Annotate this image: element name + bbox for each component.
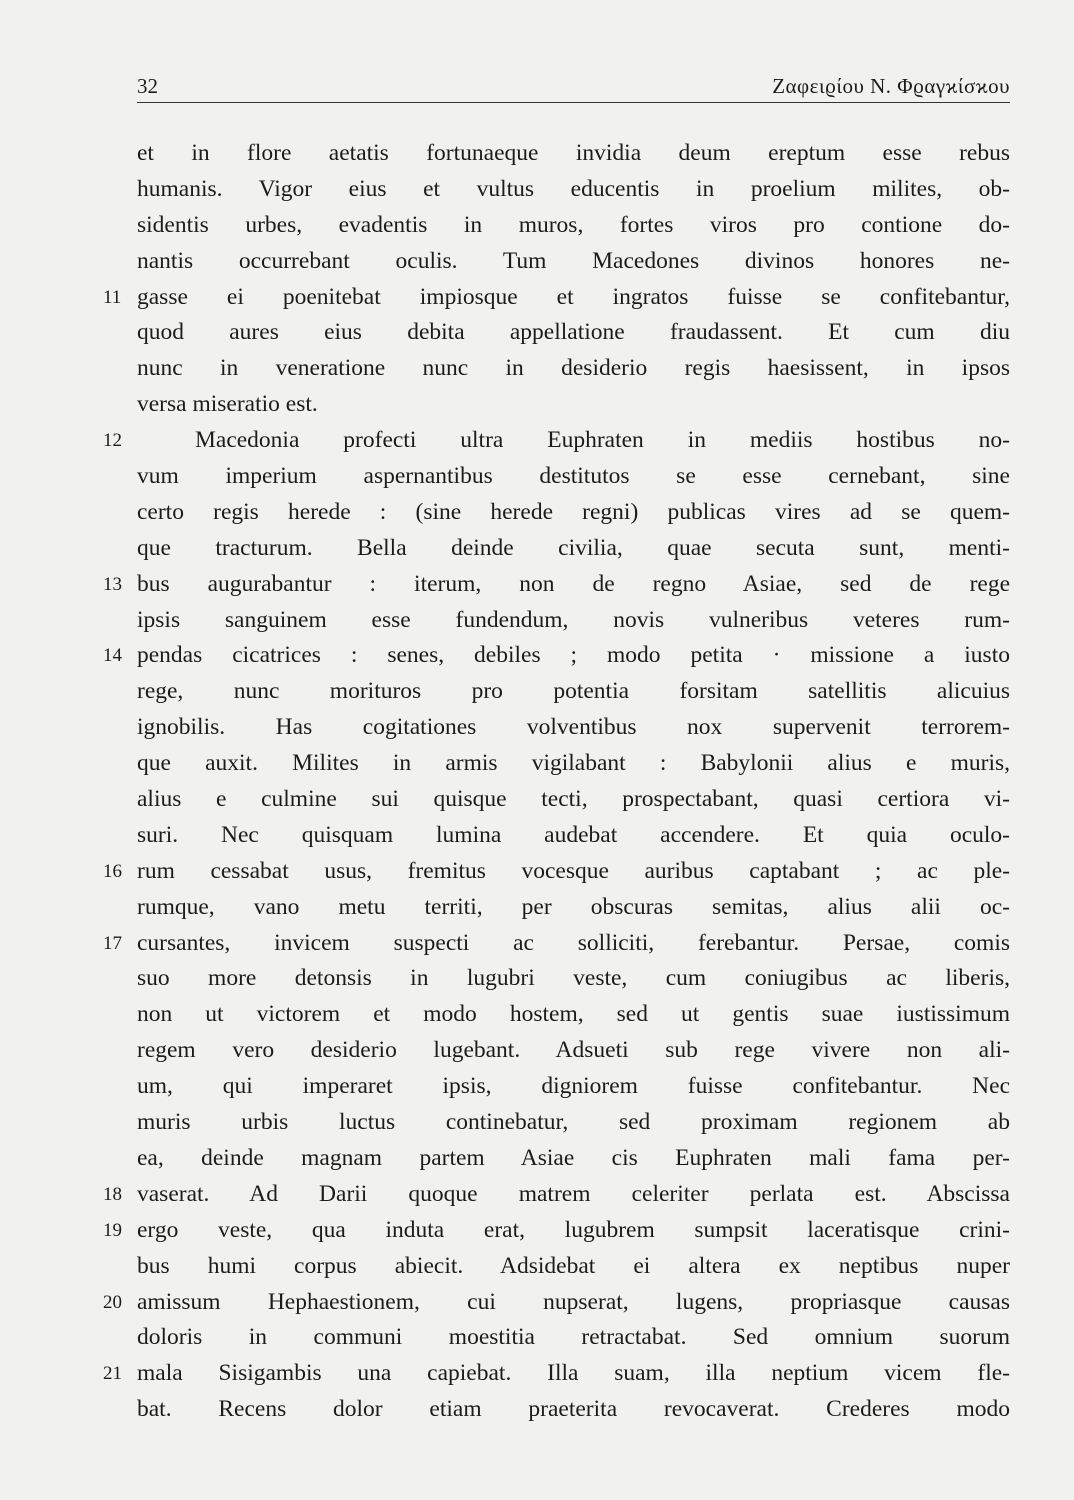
line-text: bus augurabantur : iterum, non de regno Asiae, sed de rege <box>137 570 1010 597</box>
margin-section-number: 20 <box>103 1291 122 1313</box>
line-text: alius e culmine sui quisque tecti, prospectabant, quasi certiora vi- <box>137 786 1010 813</box>
text-line <box>103 638 1010 674</box>
text-line <box>137 244 1010 280</box>
text-line <box>137 1392 1010 1428</box>
line-text: muris urbis luctus continebatur, sed proximam regionem ab <box>137 1109 1010 1136</box>
text-line <box>103 280 1010 316</box>
line-text: que tracturum. Bella deinde civilia, quae secuta sunt, menti- <box>137 534 1010 561</box>
text-line <box>137 387 1010 423</box>
margin-section-number: 11 <box>103 286 122 308</box>
text-line <box>103 423 1010 459</box>
line-text: bat. Recens dolor etiam praeterita revocaverat. Crederes modo <box>137 1396 1010 1423</box>
line-text: bus humi corpus abiecit. Adsidebat ei altera ex neptibus nuper <box>137 1252 1010 1279</box>
text-line <box>137 603 1010 639</box>
line-text: nantis occurrebant oculis. Tum Macedones divinos honores ne- <box>137 247 1010 274</box>
text-line <box>137 1069 1010 1105</box>
line-text: ea, deinde magnam partem Asiae cis Euphraten mali fama per- <box>137 1144 1010 1171</box>
text-line <box>137 351 1010 387</box>
text-line <box>137 315 1010 351</box>
text-line <box>137 818 1010 854</box>
line-text: versa miseratio est. <box>137 391 318 418</box>
line-text: regem vero desiderio lugebant. Adsueti sub rege vivere non ali- <box>137 1037 1010 1064</box>
text-line <box>137 1033 1010 1069</box>
line-text: que auxit. Milites in armis vigilabant : Babylonii alius e muris, <box>137 750 1010 777</box>
text-line <box>103 1285 1010 1321</box>
line-text: vaserat. Ad Darii quoque matrem celeriter perlata est. Abscissa <box>137 1180 1010 1207</box>
text-line <box>103 1356 1010 1392</box>
line-text: suo more detonsis in lugubri veste, cum coniugibus ac liberis, <box>137 965 1010 992</box>
margin-section-number: 19 <box>103 1219 122 1241</box>
text-line <box>103 926 1010 962</box>
margin-section-number: 17 <box>103 932 122 954</box>
text-line <box>137 674 1010 710</box>
page-header <box>137 72 1010 103</box>
margin-section-number: 13 <box>103 573 122 595</box>
line-text: um, qui imperaret ipsis, digniorem fuisse confitebantur. Nec <box>137 1073 1010 1100</box>
line-text: humanis. Vigor eius et vultus educentis in proelium milites, ob- <box>137 175 1010 202</box>
line-text: certo regis herede : (sine herede regni) publicas vires ad se quem- <box>137 498 1010 525</box>
text-line <box>137 208 1010 244</box>
line-text: suri. Nec quisquam lumina audebat accendere. Et quia oculo- <box>137 821 1010 848</box>
text-line <box>137 459 1010 495</box>
text-line <box>103 1213 1010 1249</box>
line-text: Macedonia profecti ultra Euphraten in mediis hostibus no- <box>195 427 1010 454</box>
line-text: quod aures eius debita appellatione fraudassent. Et cum diu <box>137 319 1010 346</box>
text-line <box>137 710 1010 746</box>
line-text: mala Sisigambis una capiebat. Illa suam, illa neptium vicem fle- <box>137 1360 1010 1387</box>
text-line <box>103 854 1010 890</box>
margin-section-number: 21 <box>103 1363 122 1385</box>
text-line <box>137 531 1010 567</box>
text-line <box>103 567 1010 603</box>
line-text: rumque, vano metu territi, per obscuras semitas, alius alii oc- <box>137 893 1010 920</box>
line-text: amissum Hephaestionem, cui nupserat, lugens, propriasque causas <box>137 1288 1010 1315</box>
line-text: ignobilis. Has cogitationes volventibus nox supervenit terrorem- <box>137 714 1010 741</box>
margin-section-number: 14 <box>103 645 122 667</box>
text-line <box>137 1105 1010 1141</box>
line-text: gasse ei poenitebat impiosque et ingratos fuisse se confitebantur, <box>137 283 1010 310</box>
margin-section-number: 18 <box>103 1183 122 1205</box>
page-body <box>103 136 1010 1428</box>
text-line <box>137 961 1010 997</box>
line-text: ergo veste, qua induta erat, lugubrem sumpsit laceratisque crini- <box>137 1216 1010 1243</box>
line-text: et in flore aetatis fortunaeque invidia deum ereptum esse rebus <box>137 140 1010 166</box>
text-line <box>137 172 1010 208</box>
text-line <box>137 997 1010 1033</box>
line-text: ipsis sanguinem esse fundendum, novis vulneribus veteres rum- <box>137 606 1010 633</box>
text-line <box>103 1177 1010 1213</box>
running-head: Ζαφειϱίου Ν. Φϱαγϰίσϰου <box>772 74 1010 98</box>
margin-section-number: 16 <box>103 860 122 882</box>
margin-section-number: 12 <box>103 430 122 452</box>
text-line <box>137 1249 1010 1285</box>
text-line <box>137 1320 1010 1356</box>
line-text: nunc in veneratione nunc in desiderio regis haesissent, in ipsos <box>137 355 1010 382</box>
line-text: pendas cicatrices : senes, debiles ; modo petita · missione a iusto <box>137 642 1010 669</box>
line-text: sidentis urbes, evadentis in muros, fortes viros pro contione do- <box>137 211 1010 238</box>
text-line <box>137 495 1010 531</box>
page-number: 32 <box>137 74 158 98</box>
line-text: vum imperium aspernantibus destitutos se esse cernebant, sine <box>137 463 1010 490</box>
line-text: rege, nunc morituros pro potentia forsitam satellitis alicuius <box>137 678 1010 705</box>
text-line <box>137 136 1010 172</box>
line-text: rum cessabat usus, fremitus vocesque auribus captabant ; ac ple- <box>137 857 1010 884</box>
line-text: cursantes, invicem suspecti ac solliciti, ferebantur. Persae, comis <box>137 929 1010 956</box>
line-text: doloris in communi moestitia retractabat. Sed omnium suorum <box>137 1324 1010 1351</box>
text-line <box>137 782 1010 818</box>
text-line <box>137 890 1010 926</box>
line-text: non ut victorem et modo hostem, sed ut gentis suae iustissimum <box>137 1001 1010 1028</box>
text-line <box>137 746 1010 782</box>
text-line <box>137 1141 1010 1177</box>
